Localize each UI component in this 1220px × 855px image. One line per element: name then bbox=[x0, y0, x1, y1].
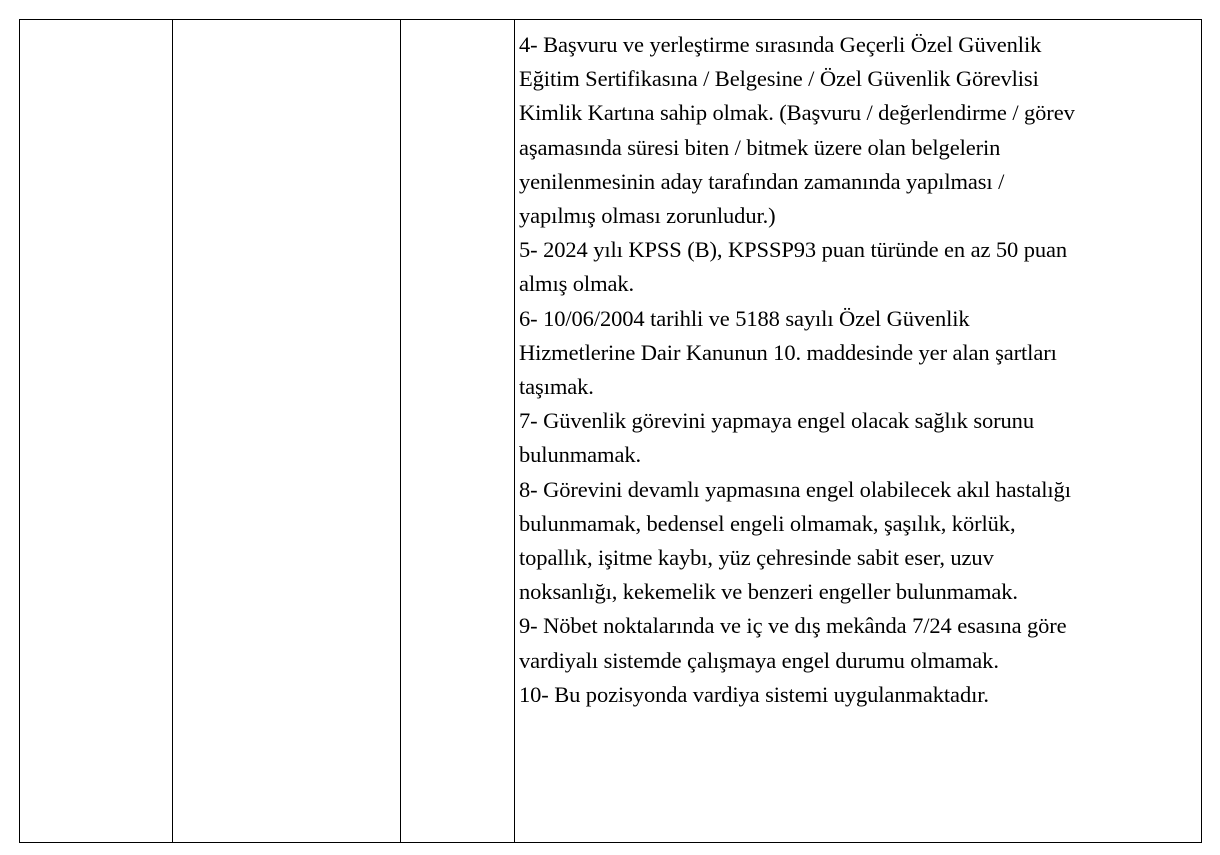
requirement-line: 6- 10/06/2004 tarihli ve 5188 sayılı Özel Güvenlik bbox=[519, 305, 970, 331]
requirement-line: yenilenmesinin aday tarafından zamanında yapılması / bbox=[519, 168, 1005, 194]
requirement-line: almış olmak. bbox=[519, 271, 635, 297]
requirement-line: 4- Başvuru ve yerleştirme sırasında Geçerli Özel Güvenlik bbox=[519, 32, 1042, 57]
requirement-line: 5- 2024 yılı KPSS (B), KPSSP93 puan türünde en az 50 puan bbox=[519, 237, 1068, 263]
requirement-line: bulunmamak, bedensel engeli olmamak, şaşılık, körlük, bbox=[519, 510, 1016, 536]
empty-cell-2 bbox=[173, 20, 401, 843]
requirements-cell bbox=[515, 20, 1202, 843]
requirement-line: taşımak. bbox=[519, 374, 594, 400]
requirement-line: 7- Güvenlik görevini yapmaya engel olacak sağlık sorunu bbox=[519, 408, 1034, 434]
requirement-line: Eğitim Sertifikasına / Belgesine / Özel Güvenlik Görevlisi bbox=[519, 66, 1039, 92]
empty-cell-1 bbox=[20, 20, 173, 843]
requirement-line: noksanlığı, kekemelik ve benzeri engeller bulunmamak. bbox=[519, 579, 1018, 605]
requirement-line: yapılmış olması zorunludur.) bbox=[519, 203, 776, 229]
requirement-line: Kimlik Kartına sahip olmak. (Başvuru / değerlendirme / görev bbox=[519, 100, 1075, 126]
requirement-line: 10- Bu pozisyonda vardiya sistemi uygulanmaktadır. bbox=[519, 681, 989, 707]
empty-cell-3 bbox=[401, 20, 515, 843]
table-row bbox=[20, 20, 1202, 843]
requirements-table bbox=[19, 19, 1202, 843]
requirement-line: 8- Görevini devamlı yapmasına engel olabilecek akıl hastalığı bbox=[519, 476, 1071, 502]
requirement-line: 9- Nöbet noktalarında ve iç ve dış mekânda 7/24 esasına göre bbox=[519, 613, 1067, 639]
requirement-line: bulunmamak. bbox=[519, 442, 642, 468]
requirement-line: topallık, işitme kaybı, yüz çehresinde sabit eser, uzuv bbox=[519, 545, 994, 571]
requirement-line: vardiyalı sistemde çalışmaya engel durumu olmamak. bbox=[519, 647, 999, 673]
requirement-line: aşamasında süresi biten / bitmek üzere olan belgelerin bbox=[519, 134, 1001, 160]
requirement-line: Hizmetlerine Dair Kanunun 10. maddesinde yer alan şartları bbox=[519, 339, 1057, 365]
